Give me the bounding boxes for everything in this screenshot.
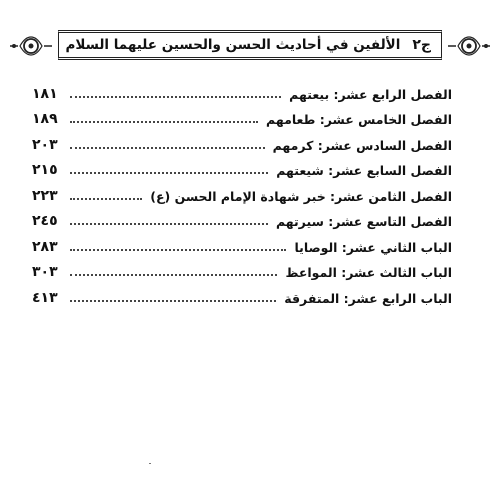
volume-label: ج٢: [412, 37, 431, 53]
book-title: الألفين في أحاديث الحسن والحسين عليهما السلام: [65, 37, 401, 53]
toc-entry-title: الفصل السادس عشر: كرمهم: [272, 137, 452, 153]
toc-page-number: ٢٤٥: [32, 213, 58, 229]
leader-dots: [70, 198, 142, 200]
leader-dots: [70, 147, 265, 149]
leader-dots: [70, 121, 258, 123]
toc-entry-title: الفصل الثامن عشر: خبر شهادة الإمام الحسن (ع): [150, 188, 452, 204]
toc-entry-title: الباب الرابع عشر: المتفرقة: [284, 290, 452, 306]
toc-page-number: ٢١٥: [32, 162, 58, 178]
toc-entry[interactable]: [32, 231, 452, 257]
toc-entry[interactable]: [32, 155, 452, 181]
toc-entry[interactable]: [32, 282, 452, 308]
table-of-contents: [32, 78, 452, 308]
toc-entry[interactable]: [32, 206, 452, 232]
page-header: [8, 26, 492, 66]
leader-dots: [70, 172, 268, 174]
toc-entry-title: الفصل التاسع عشر: سيرتهم: [275, 214, 452, 229]
leader-dots: [70, 249, 286, 251]
toc-entry-title: الباب الثاني عشر: الوصايا: [294, 239, 452, 255]
toc-page-number: ٤١٣: [32, 289, 58, 306]
running-title-box: [58, 30, 442, 60]
toc-entry-title: الفصل السابع عشر: شيعتهم: [276, 163, 452, 178]
leader-dots: [70, 274, 277, 276]
leader-dots: [70, 300, 276, 302]
toc-page-number: ٢٠٣: [32, 136, 58, 153]
toc-page-number: ٢٢٣: [32, 187, 58, 204]
toc-entry-title: الفصل الرابع عشر: بيعتهم: [289, 86, 452, 102]
toc-entry[interactable]: [32, 78, 452, 104]
leader-dots: [70, 223, 268, 225]
floral-ornament-icon: [8, 32, 54, 60]
toc-page-number: ١٨٩: [32, 111, 58, 127]
toc-entry[interactable]: [32, 129, 452, 155]
toc-page-number: ٢٨٣: [32, 238, 58, 255]
toc-entry-title: الباب الثالث عشر: المواعظ: [285, 265, 452, 280]
toc-entry[interactable]: [32, 104, 452, 130]
leader-dots: [70, 96, 281, 98]
toc-entry[interactable]: [32, 257, 452, 283]
toc-entry[interactable]: [32, 180, 452, 206]
scan-speck: [149, 463, 151, 464]
floral-ornament-icon: [446, 32, 492, 60]
toc-page-number: ٣٠٣: [32, 264, 58, 280]
toc-page-number: ١٨١: [32, 85, 58, 102]
toc-entry-title: الفصل الخامس عشر: طعامهم: [266, 112, 452, 127]
